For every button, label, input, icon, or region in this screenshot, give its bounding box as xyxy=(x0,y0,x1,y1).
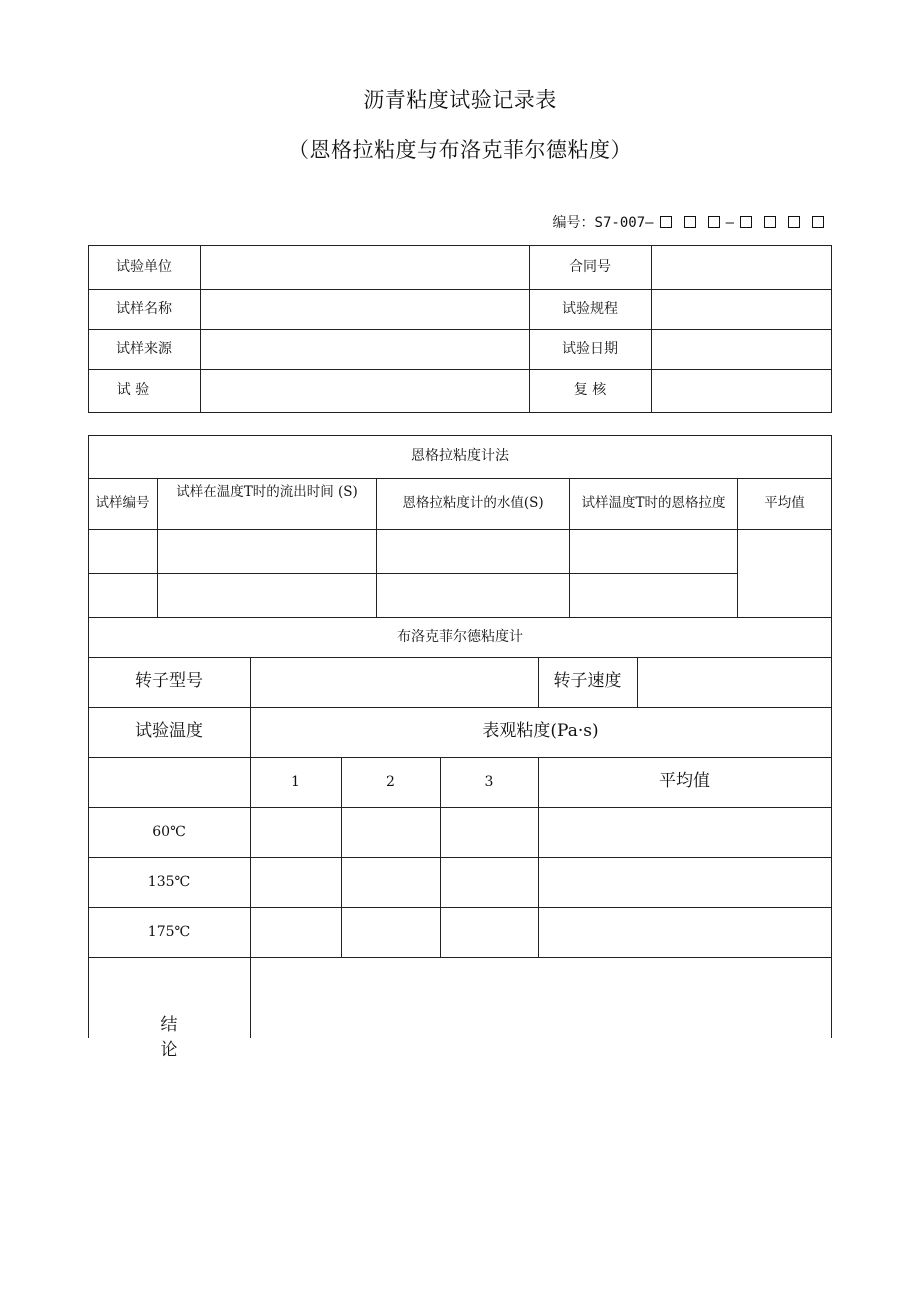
sample-name-field[interactable] xyxy=(201,290,529,329)
sample-source-label: 试样来源 xyxy=(116,340,172,357)
test-date-field[interactable] xyxy=(652,330,831,369)
temp-135-label: 135℃ xyxy=(147,873,191,890)
rotor-speed-field[interactable] xyxy=(638,658,831,707)
test-temp-label: 试验温度 xyxy=(135,721,203,742)
engler-col-average: 平均值 xyxy=(764,495,805,512)
doc-number-box[interactable] xyxy=(764,216,776,228)
page-subtitle: （恩格拉粘度与布洛克菲尔德粘度） xyxy=(288,138,632,162)
brookfield-section-title: 布洛克菲尔德粘度计 xyxy=(397,628,523,645)
reviewer-label: 复 核 xyxy=(573,382,607,398)
viscosity-cell[interactable] xyxy=(441,908,538,957)
engler-col-engler-degree: 试样温度T时的恩格拉度 xyxy=(581,495,726,512)
viscosity-cell[interactable] xyxy=(441,858,538,907)
apparent-viscosity-label: 表观粘度(Pa·s) xyxy=(482,721,599,742)
temp-header-empty xyxy=(89,758,250,807)
doc-number-box[interactable] xyxy=(708,216,720,228)
tester-field[interactable] xyxy=(201,370,529,412)
unit-label: 试验单位 xyxy=(116,258,172,275)
viscosity-col-2: 2 xyxy=(386,773,395,790)
viscosity-average-cell[interactable] xyxy=(539,908,831,957)
doc-number xyxy=(553,212,830,232)
viscosity-cell[interactable] xyxy=(251,908,341,957)
engler-degree-cell[interactable] xyxy=(570,530,737,573)
reviewer-field[interactable] xyxy=(652,370,831,412)
unit-field[interactable] xyxy=(201,246,529,289)
viscosity-average-cell[interactable] xyxy=(539,858,831,907)
temp-60-label: 60℃ xyxy=(152,823,186,840)
engler-degree-cell[interactable] xyxy=(570,574,737,617)
rotor-speed-label: 转子速度 xyxy=(553,671,622,692)
doc-number-box[interactable] xyxy=(812,216,824,228)
doc-number-label: 编号：S7-007— xyxy=(552,215,654,231)
doc-number-box[interactable] xyxy=(684,216,696,228)
viscosity-cell[interactable] xyxy=(342,908,440,957)
viscosity-cell[interactable] xyxy=(342,858,440,907)
sample-source-field[interactable] xyxy=(201,330,529,369)
viscosity-cell[interactable] xyxy=(251,858,341,907)
doc-number-box[interactable] xyxy=(788,216,800,228)
sample-name-label: 试样名称 xyxy=(116,300,172,317)
procedure-field[interactable] xyxy=(652,290,831,329)
engler-flow-time-cell[interactable] xyxy=(158,530,376,573)
procedure-label: 试验规程 xyxy=(562,300,618,317)
test-date-label: 试验日期 xyxy=(562,340,618,357)
doc-number-box[interactable] xyxy=(740,216,752,228)
rotor-model-label: 转子型号 xyxy=(135,671,203,692)
doc-number-separator: — xyxy=(725,215,734,231)
engler-sample-no-cell[interactable] xyxy=(89,530,157,573)
contract-label: 合同号 xyxy=(569,258,611,275)
engler-col-flow-time: 试样在温度T时的流出时间 (S) xyxy=(176,484,358,500)
doc-number-box[interactable] xyxy=(660,216,672,228)
viscosity-col-average: 平均值 xyxy=(659,771,710,792)
tester-label: 试 验 xyxy=(116,382,150,398)
viscosity-cell[interactable] xyxy=(441,808,538,857)
engler-section-title: 恩格拉粘度计法 xyxy=(411,448,509,464)
engler-col-water-value: 恩格拉粘度计的水值(S) xyxy=(402,495,544,512)
engler-water-value-cell[interactable] xyxy=(377,574,569,617)
viscosity-cell[interactable] xyxy=(342,808,440,857)
contract-field[interactable] xyxy=(652,246,831,289)
engler-average-cell[interactable] xyxy=(738,530,831,617)
engler-water-value-cell[interactable] xyxy=(377,530,569,573)
rotor-model-field[interactable] xyxy=(251,658,538,707)
conclusion-field[interactable] xyxy=(251,958,831,1038)
engler-sample-no-cell[interactable] xyxy=(89,574,157,617)
viscosity-col-3: 3 xyxy=(484,773,494,790)
viscosity-average-cell[interactable] xyxy=(539,808,831,857)
conclusion-label: 结 论 xyxy=(160,1015,178,1060)
viscosity-cell[interactable] xyxy=(251,808,341,857)
engler-flow-time-cell[interactable] xyxy=(158,574,376,617)
engler-col-sample-no: 试样编号 xyxy=(95,495,150,512)
page-title: 沥青粘度试验记录表 xyxy=(363,88,557,112)
viscosity-col-1: 1 xyxy=(291,773,300,790)
temp-175-label: 175℃ xyxy=(147,923,191,940)
